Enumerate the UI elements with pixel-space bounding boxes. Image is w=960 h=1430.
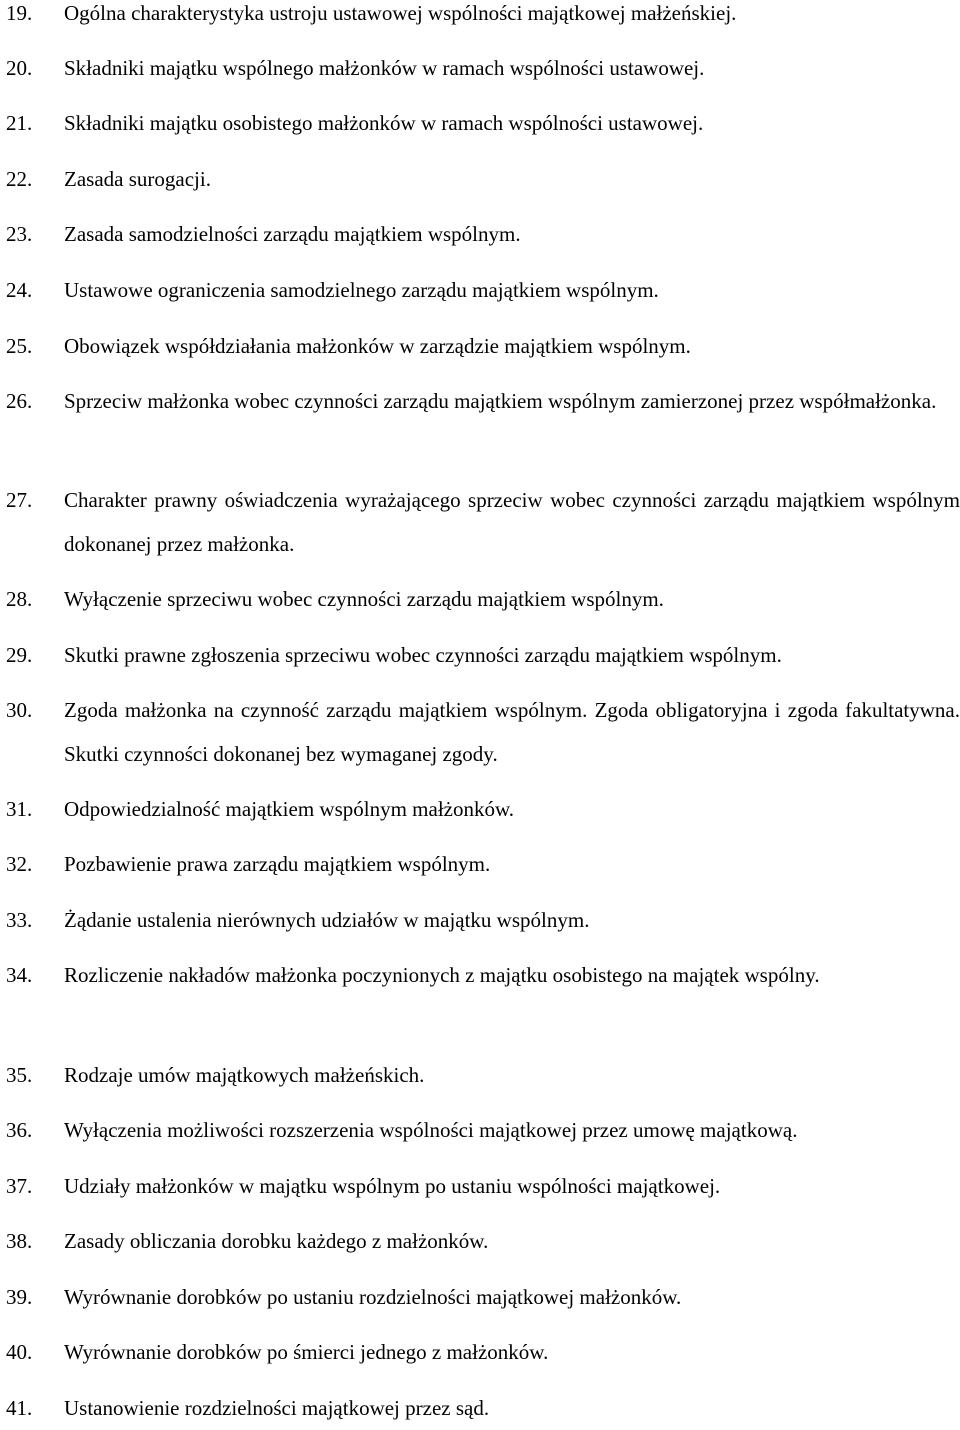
item-number: 19. (6, 1, 33, 25)
item-text: Zasady obliczania dorobku każdego z małżonków. (64, 1229, 489, 1253)
item-text: Ogólna charakterystyka ustroju ustawowej wspólności majątkowej małżeńskiej. (64, 1, 737, 25)
item-number: 27. (6, 488, 33, 512)
item-text: Wyłączenie sprzeciwu wobec czynności zarządu majątkiem wspólnym. (64, 587, 664, 611)
item-number: 23. (6, 222, 33, 246)
item-number: 37. (6, 1174, 33, 1198)
item-number: 40. (6, 1340, 33, 1364)
item-text: Składniki majątku wspólnego małżonków w ramach wspólności ustawowej. (64, 56, 705, 80)
item-number: 36. (6, 1118, 33, 1142)
item-text: Rodzaje umów majątkowych małżeńskich. (64, 1063, 425, 1087)
item-text: Udziały małżonków w majątku wspólnym po ustaniu wspólności majątkowej. (64, 1174, 721, 1198)
item-number: 34. (6, 963, 33, 987)
item-number: 33. (6, 908, 33, 932)
item-text: Żądanie ustalenia nierównych udziałów w majątku wspólnym. (64, 908, 590, 932)
item-number: 35. (6, 1063, 33, 1087)
item-text: Sprzeciw małżonka wobec czynności zarządu majątkiem wspólnym zamierzonej przez współmałżonka. (64, 389, 937, 413)
item-number: 20. (6, 56, 33, 80)
item-text: Wyrównanie dorobków po ustaniu rozdzielności majątkowej małżonków. (64, 1285, 682, 1309)
item-number: 31. (6, 797, 33, 821)
item-text: Charakter prawny oświadczenia wyrażającego sprzeciw wobec czynności zarządu majątkiem wspólnym dokonanej przez małżonka. (64, 488, 960, 556)
item-text: Wyrównanie dorobków po śmierci jednego z małżonków. (64, 1340, 549, 1364)
item-number: 26. (6, 389, 33, 413)
item-text: Ustawowe ograniczenia samodzielnego zarządu majątkiem wspólnym. (64, 278, 659, 302)
item-text: Obowiązek współdziałania małżonków w zarządzie majątkiem wspólnym. (64, 334, 691, 358)
item-text: Pozbawienie prawa zarządu majątkiem wspólnym. (64, 852, 491, 876)
item-number: 24. (6, 278, 33, 302)
item-text: Odpowiedzialność majątkiem wspólnym małżonków. (64, 797, 515, 821)
item-number: 30. (6, 698, 33, 722)
item-text: Rozliczenie nakładów małżonka poczynionych z majątku osobistego na majątek wspólny. (64, 963, 820, 987)
item-text: Zgoda małżonka na czynność zarządu majątkiem wspólnym. Zgoda obligatoryjna i zgoda fakultatywna. Skutki czynności dokonanej bez wymaganej zgody. (64, 698, 960, 766)
item-text: Skutki prawne zgłoszenia sprzeciwu wobec czynności zarządu majątkiem wspólnym. (64, 643, 782, 667)
item-number: 29. (6, 643, 33, 667)
item-number: 25. (6, 334, 33, 358)
item-number: 39. (6, 1285, 33, 1309)
item-number: 32. (6, 852, 33, 876)
item-text: Ustanowienie rozdzielności majątkowej przez sąd. (64, 1396, 490, 1420)
item-number: 38. (6, 1229, 33, 1253)
item-text: Zasada samodzielności zarządu majątkiem wspólnym. (64, 222, 521, 246)
item-number: 21. (6, 111, 33, 135)
item-text: Zasada surogacji. (64, 167, 211, 191)
item-number: 28. (6, 587, 33, 611)
item-text: Wyłączenia możliwości rozszerzenia wspólności majątkowej przez umowę majątkową. (64, 1118, 798, 1142)
item-text: Składniki majątku osobistego małżonków w ramach wspólności ustawowej. (64, 111, 704, 135)
item-number: 22. (6, 167, 33, 191)
item-number: 41. (6, 1396, 33, 1420)
